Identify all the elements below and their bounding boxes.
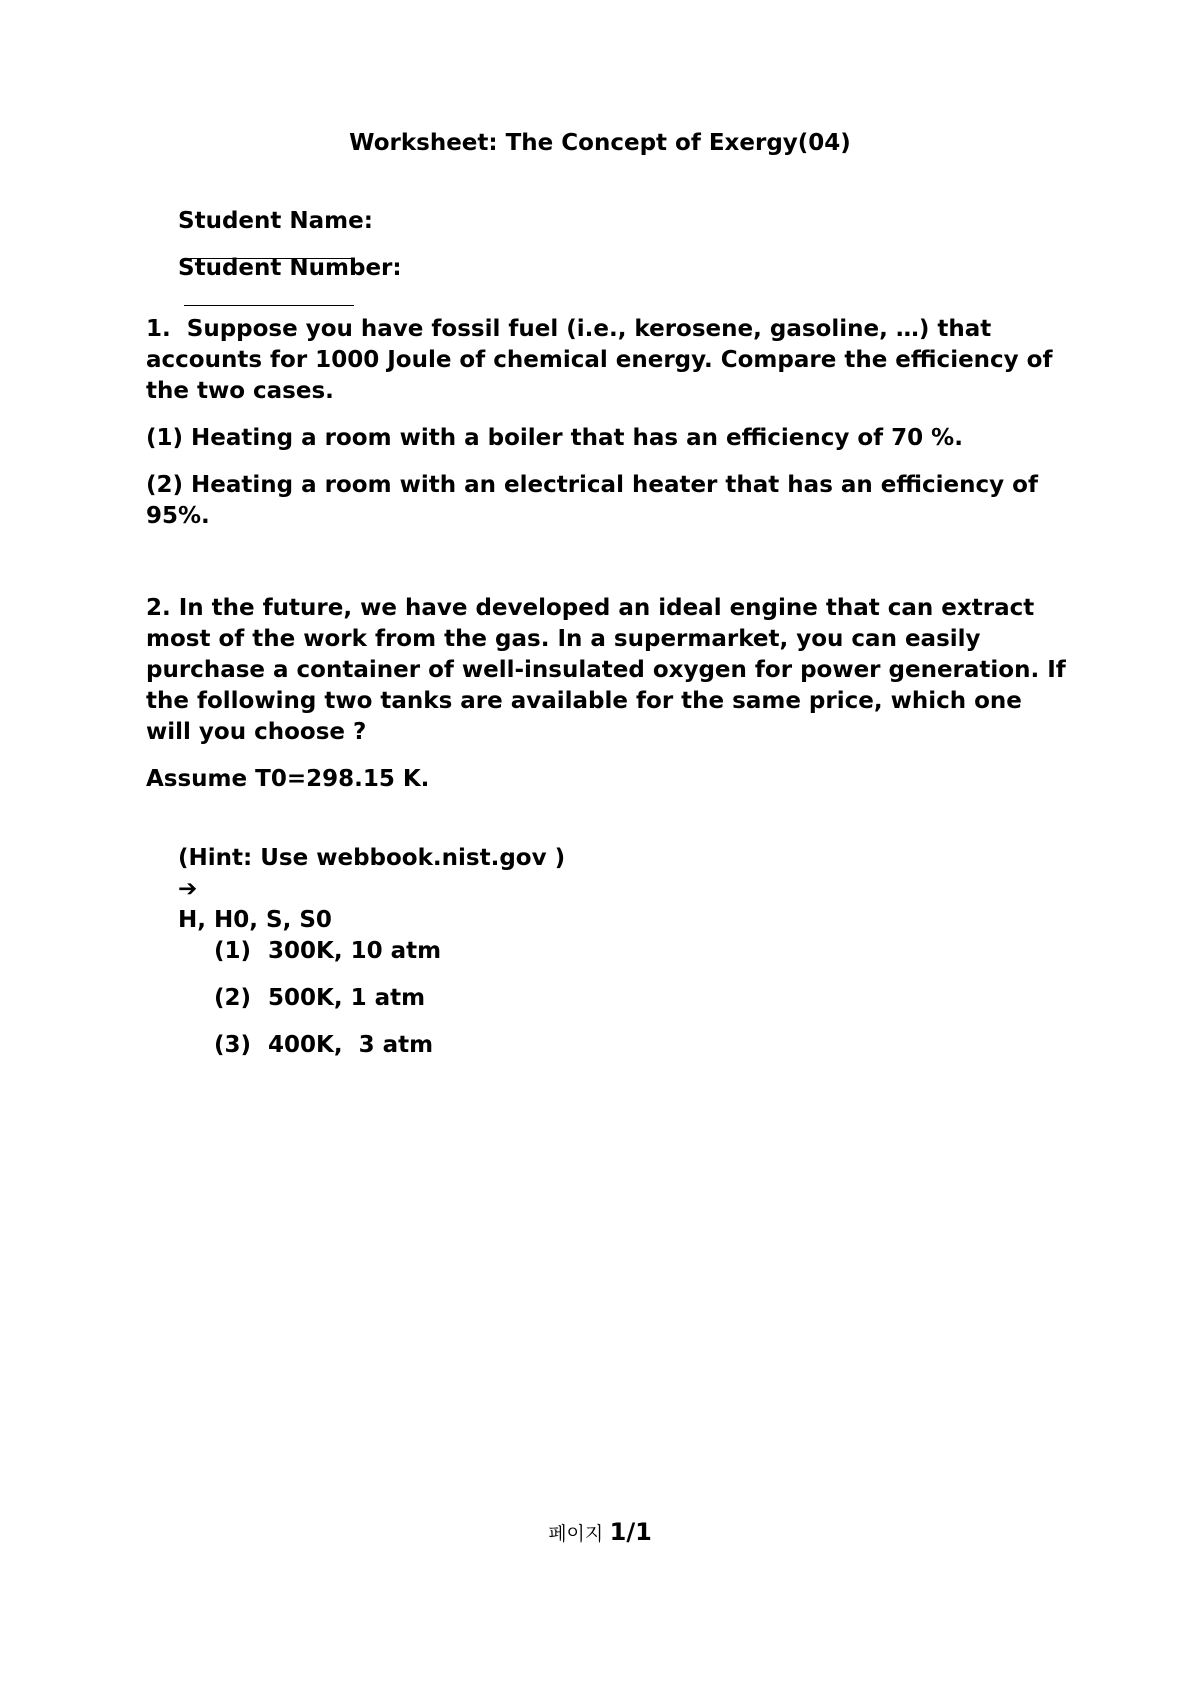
- page-title: Worksheet: The Concept of Exergy(04): [349, 130, 851, 156]
- option-text: 500K, 1 atm: [268, 985, 426, 1011]
- question-1-case-2: (2) Heating a room with an electrical heater that has an efficiency of 95%.: [146, 472, 1046, 529]
- question-2-text: 2. In the future, we have developed an ideal engine that can extract most of the work from the gas. In a supermarket, you can easily purchase a container of well-insulated oxygen for power generation. If the following two tanks are available for the same price, which one will you choose ?: [146, 595, 1074, 745]
- hint-variables: H, H0, S, S0: [178, 907, 332, 933]
- page-word: 페이지: [548, 1523, 604, 1545]
- question-1-case-1: (1) Heating a room with a boiler that has an efficiency of 70 %.: [146, 425, 963, 451]
- page-total: 1: [635, 1518, 652, 1546]
- question-1-text: 1. Suppose you have fossil fuel (i.e., kerosene, gasoline, …) that accounts for 1000 Joule of chemical energy. Compare the efficiency of the two cases.: [146, 316, 1061, 404]
- student-name-label: Student Name:: [178, 208, 373, 234]
- option-text: 300K, 10 atm: [268, 938, 442, 964]
- option-number: (3): [214, 1032, 252, 1058]
- option-number: (2): [214, 985, 252, 1011]
- option-number: (1): [214, 938, 252, 964]
- question-2-assume: Assume T0=298.15 K.: [146, 766, 430, 792]
- option-text: 400K, 3 atm: [268, 1032, 434, 1058]
- hint-text: (Hint: Use webbook.nist.gov ): [178, 845, 566, 871]
- student-number-label: Student Number:: [178, 255, 402, 281]
- page-current: 1: [609, 1518, 627, 1546]
- option-item: [182, 999, 1102, 1092]
- student-number-blank: [184, 285, 354, 306]
- page-separator: /: [626, 1518, 636, 1546]
- page-footer: [0, 1518, 1200, 1546]
- arrow-right-icon: ➔: [178, 876, 198, 902]
